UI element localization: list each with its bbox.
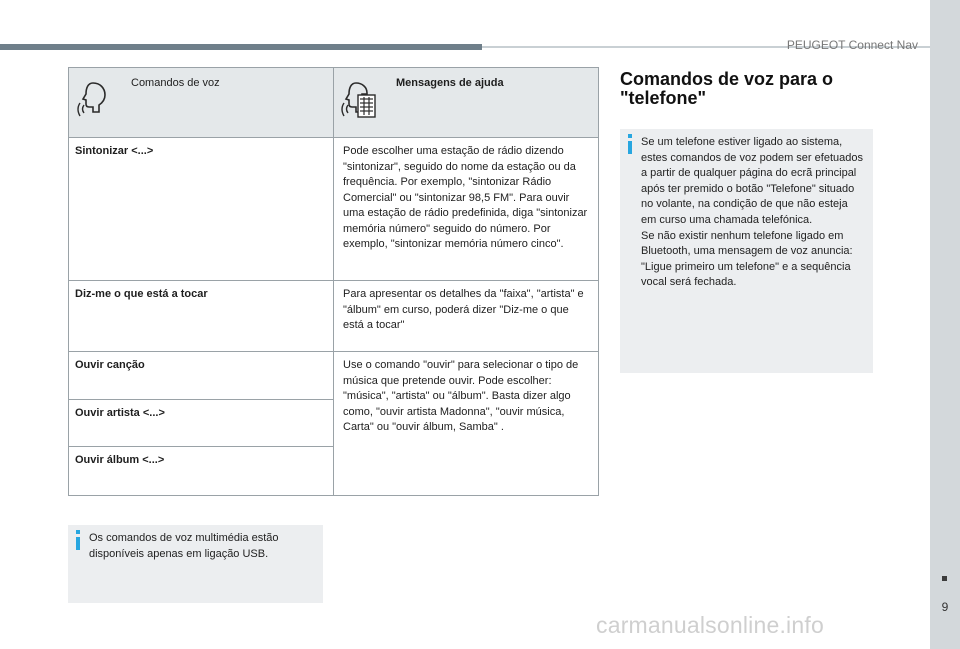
table-head-commands-label: Comandos de voz bbox=[131, 77, 220, 89]
page-side-strip bbox=[930, 0, 960, 649]
command-name: Diz-me o que está a tocar bbox=[75, 288, 208, 300]
running-header: PEUGEOT Connect Nav bbox=[786, 38, 918, 52]
command-name: Ouvir canção bbox=[75, 359, 145, 371]
help-cell bbox=[334, 352, 599, 496]
phone-note bbox=[620, 129, 873, 373]
table-row bbox=[69, 352, 599, 400]
command-name: Sintonizar <...> bbox=[75, 145, 154, 157]
table-head-help bbox=[334, 68, 599, 138]
command-cell bbox=[69, 281, 334, 352]
phone-note-text bbox=[641, 135, 865, 291]
table-head-help-label: Mensagens de ajuda bbox=[396, 77, 504, 89]
command-cell bbox=[69, 447, 334, 496]
command-name: Ouvir álbum <...> bbox=[75, 454, 165, 466]
help-text: Pode escolher uma estação de rádio dizendo "sintonizar", seguido do nome da estação ou da frequência. Por exemplo, "sintonizar Rádio Comercial" ou "sintonizar 98,5 FM". Para ouvir uma estação de rádio predefinida, diga "sintonizar memória número" seguido do número. Por exemplo, "sintonizar memória número cinco". bbox=[343, 145, 588, 250]
usb-note-text: Os comandos de voz multimédia estão disponíveis apenas em ligação USB. bbox=[89, 532, 279, 560]
section-title: Comandos de voz para o "telefone" bbox=[620, 69, 834, 108]
watermark: carmanualsonline.info bbox=[596, 612, 824, 638]
page-number: 9 bbox=[941, 600, 949, 614]
command-cell bbox=[69, 400, 334, 447]
help-text: Para apresentar os detalhes da "faixa", "artista" e "álbum" em curso, poderá dizer "Diz-me o que está a tocar" bbox=[343, 288, 584, 331]
voice-help-icon bbox=[340, 80, 376, 120]
help-cell bbox=[334, 281, 599, 352]
table-row bbox=[69, 138, 599, 281]
table-row bbox=[69, 281, 599, 352]
phone-note-paragraph-1: Se um telefone estiver ligado ao sistema, estes comandos de voz podem ser efetuados a partir de qualquer página do ecrã principal após ter premido o botão "Telefone" situado no volante, na condição de que não esteja em curso uma chamada telefónica. bbox=[641, 136, 863, 226]
help-cell bbox=[334, 138, 599, 281]
phone-note-paragraph-2: Se não existir nenhum telefone ligado em Bluetooth, uma mensagem de voz anuncia: "Ligue primeiro um telefone" e a sequência vocal será fechada. bbox=[641, 229, 853, 289]
header-rule-dark bbox=[0, 44, 482, 50]
info-icon bbox=[628, 134, 632, 138]
command-cell bbox=[69, 138, 334, 281]
table-header-row bbox=[69, 68, 599, 138]
command-name: Ouvir artista <...> bbox=[75, 407, 165, 419]
usb-note bbox=[68, 525, 323, 603]
info-icon-bar bbox=[628, 141, 632, 154]
table-head-commands bbox=[69, 68, 334, 138]
voice-command-icon bbox=[75, 80, 111, 120]
page-marker bbox=[942, 576, 947, 581]
info-icon bbox=[76, 530, 80, 534]
help-text: Use o comando "ouvir" para selecionar o tipo de música que pretende ouvir. Pode escolher: "música", "artista" ou "álbum". Basta dizer algo como, "ouvir artista Madonna", "ouvir música, Carta" ou "ouvir álbum, Samba" . bbox=[343, 359, 579, 433]
command-cell bbox=[69, 352, 334, 400]
info-icon-bar bbox=[76, 537, 80, 550]
voice-commands-table bbox=[68, 67, 599, 496]
